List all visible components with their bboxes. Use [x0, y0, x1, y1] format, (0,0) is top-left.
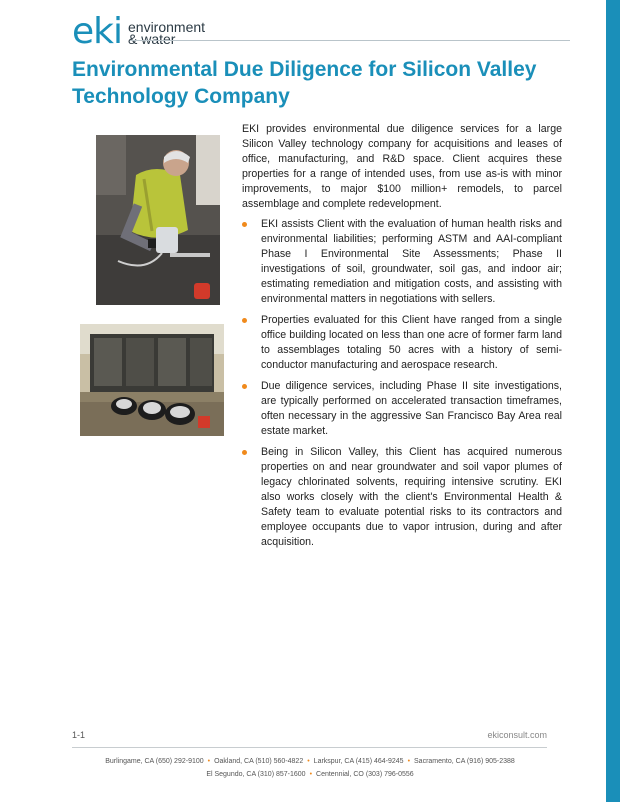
bullet-text: Due diligence services, including Phase II site investigations, are typically performed on accelerated transaction timeframes, often necessary in the aggressive San Francisco Bay Area real estate market.: [261, 380, 562, 437]
logo-wordmark: [128, 21, 205, 45]
bullet-text: Being in Silicon Valley, this Client has acquired numerous properties on and near groundwater and soil vapor plumes of legacy chlorinated solvents, requiring intensive scrutiny. EKI also works closely with the client's Environmental Health & Safety team to evaluate potential risks to its contractors and employee occupants due to vapor intrusion, during and after acquisition.: [261, 446, 562, 548]
intro-paragraph: EKI provides environmental due diligence services for a large Silicon Valley technology company for acquisitions and leases of office, manufacturing, and R&D space. Client acquires these properties for a range of intended uses, from use as-is with minor improvements, to major $100 million+ remodels, to parcel assemblage and complete redevelopment.: [242, 123, 562, 210]
bullet-icon: [242, 318, 247, 323]
bullet-icon: [242, 222, 247, 227]
separator-dot: •: [307, 758, 310, 765]
bullet-text: EKI assists Client with the evaluation of human health risks and environmental liabilities; performing ASTM and AAI-compliant Phase I Environmental Site Assessments; Phase II investigations of soil, groundwater, soil gas, and indoor air; estimating remediation and mitigation costs, and assisting with environmental matters in negotiations with sellers.: [261, 218, 562, 305]
bullet-icon: [242, 450, 247, 455]
project-description: [242, 122, 562, 556]
bullet-item: [242, 217, 562, 307]
office-sacramento: Sacramento, CA (916) 905-2388: [414, 758, 515, 765]
bullet-item: [242, 445, 562, 550]
bullet-item: [242, 313, 562, 373]
office-burlingame: Burlingame, CA (650) 292-9100: [105, 758, 204, 765]
logo-line-2: & water: [128, 31, 176, 47]
bullet-icon: [242, 384, 247, 389]
page-number: 1-1: [72, 730, 86, 740]
service-bullets: [242, 217, 562, 550]
office-larkspur: Larkspur, CA (415) 464-9245: [313, 758, 404, 765]
separator-dot: •: [407, 758, 411, 765]
bullet-text: Properties evaluated for this Client have ranged from a single office building located on less than one acre of former farm land to assemblages totaling 50 acres with a history of semi-conductor manufacturing and aerospace research.: [261, 314, 562, 371]
office-list-2: [0, 771, 620, 778]
office-centennial: Centennial, CO (303) 796-0556: [316, 771, 414, 778]
brand-side-bar: [606, 0, 620, 802]
photo-technician-sampling: [96, 135, 220, 305]
office-oakland: Oakland, CA (510) 560-4822: [214, 758, 304, 765]
page-title: Environmental Due Diligence for Silicon Valley Technology Company: [72, 58, 537, 108]
office-list-1: [0, 758, 620, 765]
logo-line-1: environment: [128, 19, 206, 35]
logo-mark: eki: [72, 11, 122, 52]
separator-dot: •: [207, 758, 211, 765]
bullet-item: [242, 379, 562, 439]
website-link[interactable]: ekiconsult.com: [487, 730, 547, 740]
photo-lab-canisters: [80, 324, 224, 436]
office-el-segundo: El Segundo, CA (310) 857-1600: [206, 771, 306, 778]
header-divider: [130, 40, 570, 41]
separator-dot: •: [309, 771, 313, 778]
footer-divider: [72, 747, 547, 748]
